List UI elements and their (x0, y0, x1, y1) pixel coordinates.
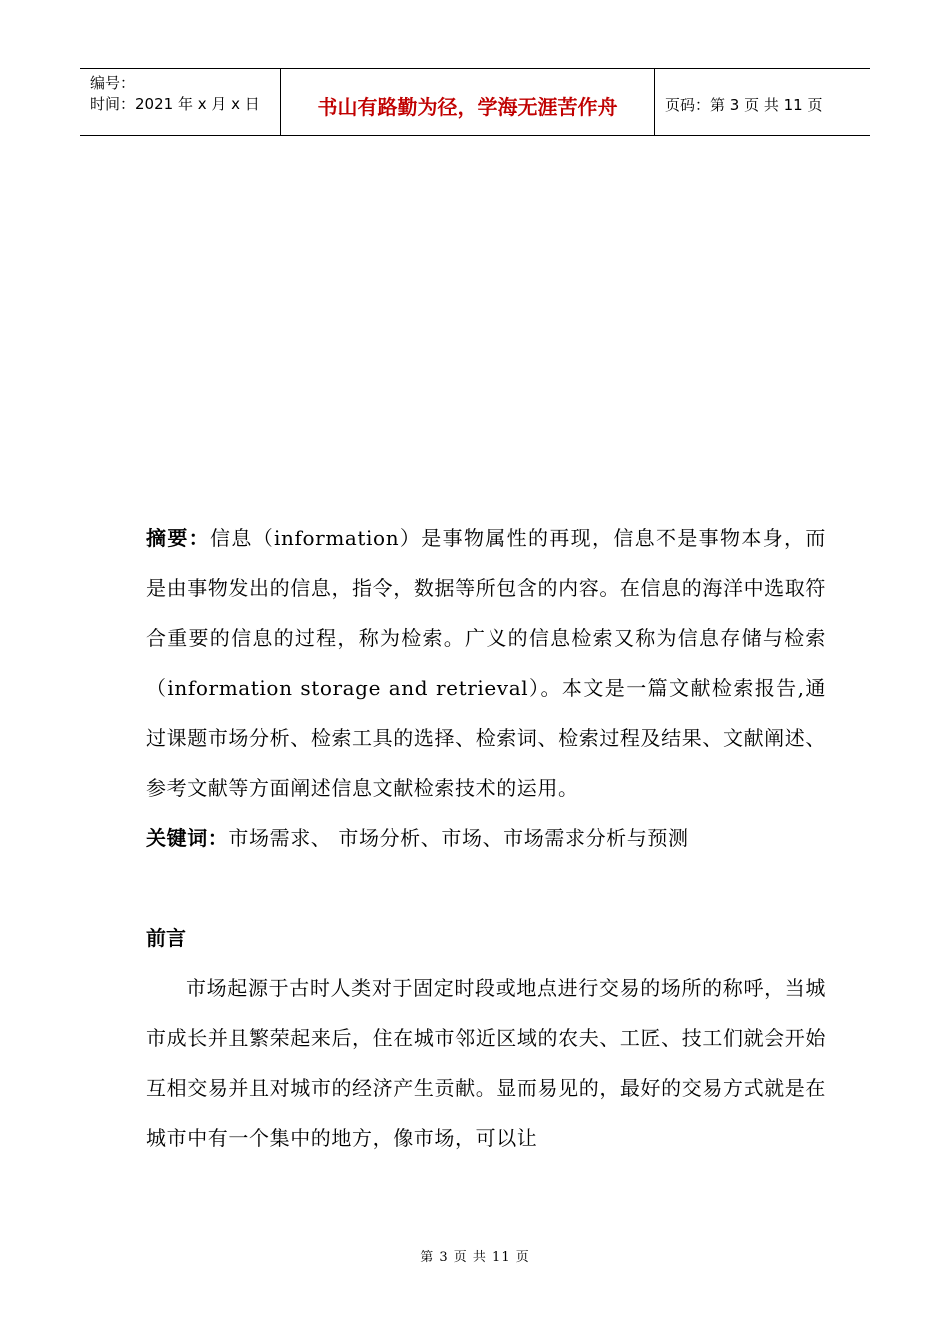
document-date: 时间：2021 年 x 月 x 日 (90, 95, 260, 113)
document-number-label: 编号： (90, 74, 136, 92)
abstract-paragraph (146, 513, 826, 813)
preface-paragraph: 市场起源于古时人类对于固定时段或地点进行交易的场所的称呼，当城市成长并且繁荣起来后，住在城市邻近区域的农夫、工匠、技工们就会开始互相交易并且对城市的经济产生贡献。显而易见的，最好的交易方式就是在城市中有一个集中的地方，像市场，可以让 (146, 976, 826, 1150)
header-motto: 书山有路勤为径，学海无涯苦作舟 (317, 94, 618, 119)
page-footer: 第 3 页 共 11 页 (420, 1250, 530, 1265)
header-page-info: 页码：第 3 页 共 11 页 (665, 95, 823, 114)
header-page-cell (655, 69, 870, 135)
preface-heading: 前言 (146, 926, 186, 950)
keywords-text: 市场需求、 市场分析、市场、市场需求分析与预测 (228, 826, 689, 850)
keywords-paragraph (146, 813, 826, 863)
section-spacer (146, 863, 826, 913)
abstract-label: 摘要： (146, 526, 211, 550)
document-body (146, 513, 826, 1163)
document-header (80, 68, 870, 136)
header-motto-cell (281, 69, 655, 135)
abstract-text: 信息（information）是事物属性的再现，信息不是事物本身，而是由事物发出的信息，指令，数据等所包含的内容。在信息的海洋中选取符合重要的信息的过程，称为检索。广义的信息检索又称为信息存储与检索（information storage and retrieval）。本文是一篇文献检索报告,通过课题市场分析、检索工具的选择、检索词、检索过程及结果、文献阐述、参考文献等方面阐述信息文献检索技术的运用。 (146, 526, 826, 800)
keywords-label: 关键词： (146, 826, 229, 850)
header-meta-cell (80, 69, 281, 135)
